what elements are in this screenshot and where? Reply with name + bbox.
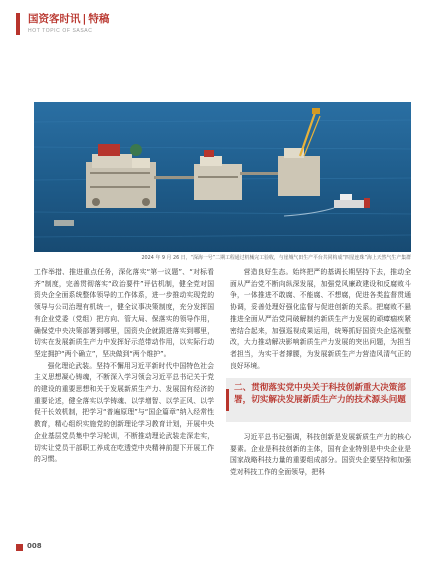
header-accent-bar bbox=[16, 13, 20, 35]
paragraph: 习近平总书记强调，科技创新是发展新质生产力的核心要素。企业是科技创新的主体，国有企业特别是中央企业是国家战略科技力量的重要组成部分。国资央企要坚持和加强党对科技工作的全面领导，把科 bbox=[230, 433, 411, 477]
paragraph: 工作举措、推进重点任务，深化落实“第一议题”、“对标看齐”制度，完善贯彻落实“政治要件”评估机制，健全党对国资央企全面系统整体领导的工作体系，进一步推动实现党的领导与公司治理有机统一，健全议事决策制度，充分发挥国有企业党委（党组）把方向、管大局、保落实的领导作用，确保党中央决策部署到哪里，国资央企就跟进落实到哪里，切实在发展新质生产力中发挥好示范带动作用，以实际行动坚定拥护“两个确立”，坚决做到“两个维护”。 bbox=[34, 268, 214, 358]
page-number: 008 bbox=[27, 542, 42, 550]
page-header bbox=[16, 6, 411, 38]
offshore-platform-photo bbox=[34, 102, 411, 252]
brand-name: 国资客时讯 bbox=[28, 13, 81, 25]
left-column bbox=[34, 267, 214, 466]
section-accent-bar bbox=[226, 389, 229, 411]
header-brand bbox=[28, 13, 109, 25]
section-label: 特稿 bbox=[88, 13, 110, 25]
paragraph: 营造良好生态。始终把严的基调长期坚持下去，推动全面从严治党不断向纵深发展，加强党风廉政建设和反腐败斗争，一体推进不敢腐、不能腐、不想腐，促进各类监督贯通协调，妥善处理好强化监督与促进创新的关系。把腐败不悬推进全面从严治党同破解制约新质生产力发展的顽瘴痼疾紧密结合起来，加强巡视成果运用，统筹抓好国资央企巡视整改，大力推动解决影响新质生产力发展的突出问题，为担当者担当，为实干者撑腰，为发展新质生产力营造风清气正的良好环境。 bbox=[230, 268, 411, 370]
header-subtitle: HOT TOPIC OF SASAC bbox=[28, 28, 93, 34]
section-title: 二、贯彻落实党中央关于科技创新重大决策部署，切实解决发展新质生产力的技术源头问题 bbox=[234, 383, 406, 405]
photo-caption: 2024 年 9 月 26 日，“深海一号”二期工程通过机械完工验收，与崖城气田生产平台共同构成“四星连珠”海上天然气生产集群 bbox=[141, 255, 411, 261]
brand-separator: | bbox=[82, 13, 87, 25]
paragraph: 强化理论武装。坚持不懈用习近平新时代中国特色社会主义思想凝心铸魂，不断深入学习领会习近平总书记关于党的建设的重要思想和关于发展新质生产力、发展国有经济的重要论述，健全落实以学铸魂、以学增智、以学正风、以学促干长效机制，把学习“普遍原理”与“国企篇章”纳入经常性教育，精心组织实施党的创新理论学习教育计划，开展中央企业基层党员集中学习轮训，不断推动理论武装走深走实，切实让党员干部职工养成在吃透党中央精神前提下开展工作的习惯。 bbox=[34, 361, 214, 464]
right-column-bottom bbox=[230, 432, 411, 479]
footer-square-icon bbox=[16, 544, 23, 551]
section-heading-box bbox=[226, 378, 411, 422]
right-column-top bbox=[230, 267, 411, 372]
